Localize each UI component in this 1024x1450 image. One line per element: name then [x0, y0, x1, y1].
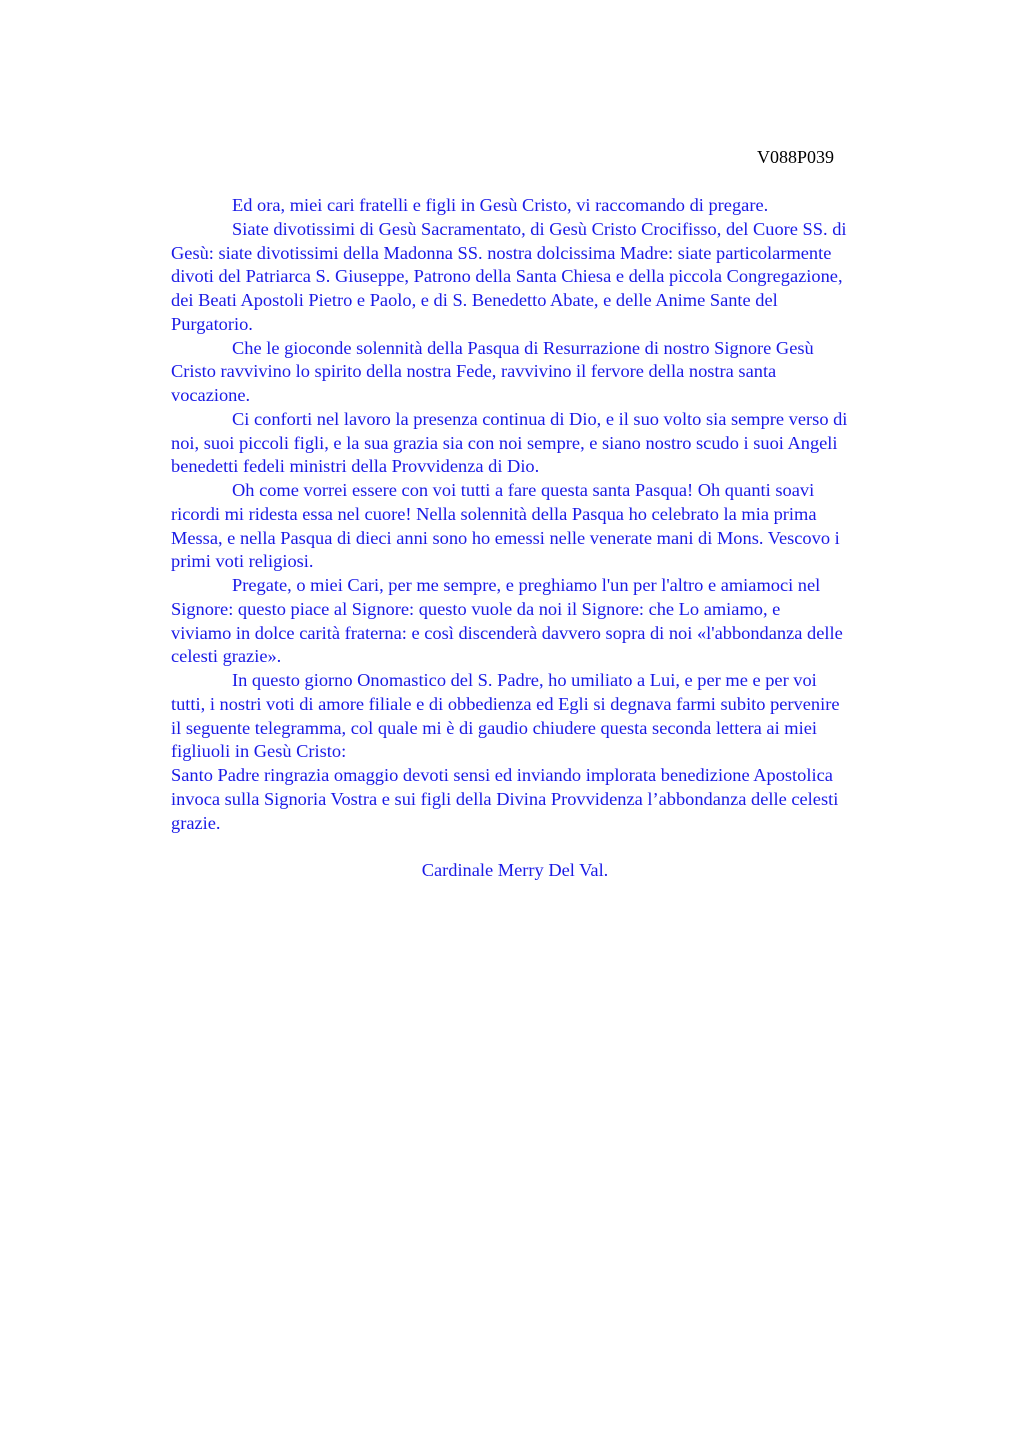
paragraph-line: Oh come vorrei essere con voi tutti a fare questa santa Pasqua! Oh quanti soavi — [232, 480, 815, 500]
paragraph-line: Che le gioconde solennità della Pasqua di Resurrazione di nostro Signore Gesù — [232, 337, 814, 358]
paragraph-line: Ci conforti nel lavoro la presenza continua di Dio, e il suo volto sia sempre verso di — [232, 408, 848, 429]
telegram-text — [171, 764, 927, 835]
paragraph-line: il seguente telegramma, col quale mi è di gaudio chiudere questa seconda lettera ai miei — [171, 717, 817, 738]
paragraph-line: primi voti religiosi. — [171, 551, 314, 572]
paragraph-line: benedetti fedeli ministri della Provvidenza di Dio. — [171, 456, 540, 477]
paragraph-charity — [171, 574, 927, 669]
paragraph-easter — [171, 337, 927, 408]
paragraph-line: vocazione. — [171, 385, 251, 405]
paragraph-onomastic — [171, 669, 927, 764]
page-id: V088P039 — [757, 147, 835, 167]
paragraph-line: ricordi mi ridesta essa nel cuore! Nella solennità della Pasqua ho celebrato la mia prima — [171, 503, 817, 524]
paragraph-line: figliuoli in Gesù Cristo: — [171, 741, 347, 762]
telegram-line: invoca sulla Signoria Vostra e sui figli della Divina Provvidenza l’abbondanza delle celesti — [171, 788, 839, 809]
paragraph-memories — [171, 479, 927, 574]
paragraph-line: Gesù: siate divotissimi della Madonna SS. nostra dolcissima Madre: siate particolarmente — [171, 242, 832, 263]
paragraph-line: dei Beati Apostoli Pietro e Paolo, e di S. Benedetto Abate, e delle Anime Sante del — [171, 290, 778, 310]
paragraph-line: Signore: questo piace al Signore: questo vuole da noi il Signore: che Lo amiamo, e — [171, 598, 781, 619]
paragraph-line: Siate divotissimi di Gesù Sacramentato, di Gesù Cristo Crocifisso, del Cuore SS. di — [232, 218, 847, 239]
paragraph-line: Messa, e nella Pasqua di dieci anni sono ho emessi nelle venerate mani di Mons. Vescovo i — [171, 527, 840, 548]
paragraph-comfort — [171, 408, 927, 479]
telegram-line: grazie. — [171, 812, 221, 833]
paragraph-line: viviamo in dolce carità fraterna: e così discenderà davvero sopra di noi «l'abbondanza delle — [171, 622, 843, 643]
paragraph-line: Ed ora, miei cari fratelli e figli in Gesù Cristo, vi raccomando di pregare. — [232, 195, 769, 215]
paragraph-line: tutti, i nostri voti di amore filiale e di obbedienza ed Egli si degnava farmi subito pervenire — [171, 693, 840, 714]
paragraph-line: Purgatorio. — [171, 313, 253, 334]
telegram-line: Santo Padre ringrazia omaggio devoti sensi ed inviando implorata benedizione Apostolica — [171, 765, 833, 785]
paragraph-line: Cristo ravvivino lo spirito della nostra Fede, ravvivino il fervore della nostra santa — [171, 361, 777, 382]
paragraph-line: noi, suoi piccoli figli, e la sua grazia sia con noi sempre, e siano nostro scudo i suoi Angeli — [171, 432, 838, 453]
paragraph-line: celesti grazie». — [171, 646, 282, 667]
paragraph-line: Pregate, o miei Cari, per me sempre, e preghiamo l'un per l'altro e amiamoci nel — [232, 575, 821, 595]
letter-body — [171, 194, 927, 835]
paragraph-line: In questo giorno Onomastico del S. Padre, ho umiliato a Lui, e per me e per voi — [232, 670, 817, 690]
paragraph-line: divoti del Patriarca S. Giuseppe, Patrono della Santa Chiesa e della piccola Congregazione, — [171, 266, 843, 287]
signature: Cardinale Merry Del Val. — [421, 860, 609, 880]
paragraph-prayer — [171, 194, 927, 218]
paragraph-devotions — [171, 218, 927, 337]
